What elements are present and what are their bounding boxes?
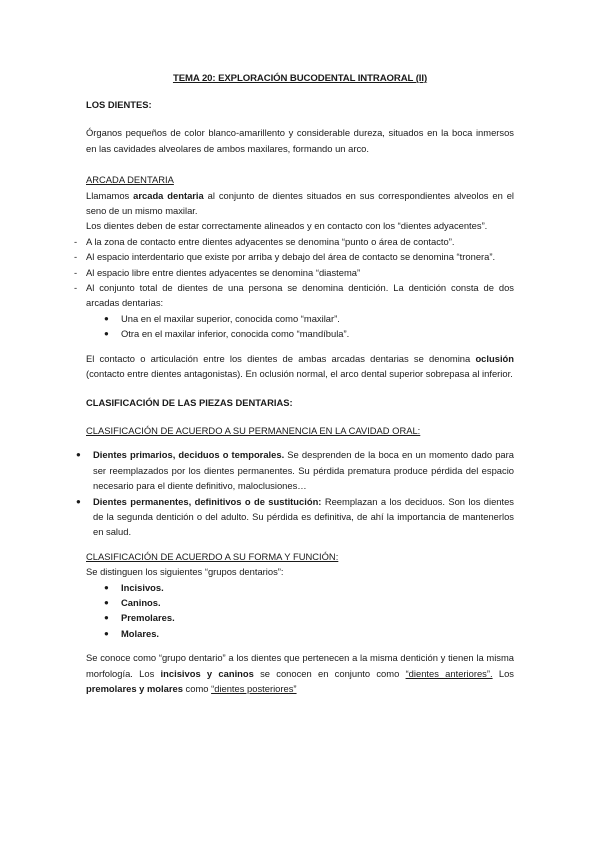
bullet-icon: ● — [104, 628, 109, 638]
los-dientes-text: Órganos pequeños de color blanco-amarillento y considerable dureza, situados en la boca inmersos en las cavidades alveolares de ambos maxilares, formando un arco. — [86, 127, 514, 154]
document-title: TEMA 20: EXPLORACIÓN BUCODENTAL INTRAORAL (II) — [172, 73, 428, 84]
dash-marker: - — [74, 235, 78, 247]
clasificacion-heading: CLASIFICACIÓN DE LAS PIEZAS DENTARIAS: — [86, 396, 293, 408]
list-item: - Al espacio interdentario que existe por arriba y debajo del área de contacto se denomina “tronera”. — [86, 249, 514, 264]
permanencia-heading: CLASIFICACIÓN DE ACUERDO A SU PERMANENCIA EN LA CAVIDAD ORAL: — [86, 424, 421, 436]
list-item: - Al conjunto total de dientes de una persona se denomina dentición. La dentición consta de dos arcadas dentarias: — [74, 282, 514, 309]
list-item: ● Caninos. — [86, 595, 514, 610]
bullet-icon: ● — [104, 597, 109, 607]
oclusion-paragraph: El contacto o articulación entre los dientes de ambas arcadas dentarias se denomina oclusión (contacto entre dientes antagonistas). En oclusión normal, el arco dental superior sobrepasa al inferior. — [86, 352, 514, 380]
list-item: ● Dientes permanentes, definitivos o de sustitución: Reemplazan a los deciduos. Son los dientes de la segunda dentición o del adulto. Su pérdida es definitiva, de ahí la importancia de mantenerlos en salud. — [76, 495, 514, 538]
bullet-icon: ● — [104, 329, 109, 339]
list-item: ● Dientes primarios, deciduos o temporales. Se desprenden de la boca en un momento dado para ser reemplazados por los dientes permanentes. Su pérdida prematura produce pérdida del espacio necesario para el diente definitivo, maloclusiones… — [76, 449, 514, 492]
dash-marker: - — [74, 266, 78, 278]
list-item: - Al espacio libre entre dientes adyacentes se denomina “diastema” — [86, 265, 514, 280]
dash-marker: - — [74, 282, 78, 294]
bullet-icon: ● — [76, 450, 81, 460]
list-item: ● Premolares. — [86, 610, 514, 625]
bullet-icon: ● — [104, 613, 109, 623]
los-dientes-heading: LOS DIENTES: — [86, 99, 152, 110]
arcada-paragraph-2: Los dientes deben de estar correctamente alineados y en contacto con los “dientes adyacentes”. — [86, 220, 488, 232]
sub-list-item: ● Otra en el maxilar inferior, conocida como “mandíbula”. — [86, 326, 514, 341]
grupos-intro: Se distinguen los siguientes “grupos dentarios”: — [86, 566, 284, 578]
list-item: - A la zona de contacto entre dientes adyacentes se denomina “punto o área de contacto”. — [86, 234, 514, 249]
document-body — [74, 97, 515, 696]
arcada-paragraph-1: Llamamos arcada dentaria al conjunto de dientes situados en sus correspondientes alveolos en el seno de un mismo maxilar. — [86, 189, 515, 217]
bullet-icon: ● — [104, 313, 109, 323]
list-item: ● Incisivos. — [86, 580, 514, 595]
arcada-heading: ARCADA DENTARIA — [86, 174, 174, 186]
grupo-dentario-paragraph: Se conoce como “grupo dentario” a los dientes que pertenecen a la misma dentición y tienen la misma morfología. Los incisivos y caninos se conocen en conjunto como “dientes anteriores”. Los premolares y molares como “dientes posteriores” — [86, 652, 514, 694]
bullet-icon: ● — [76, 496, 81, 506]
sub-list-item: ● Una en el maxilar superior, conocida como “maxilar”. — [86, 311, 514, 326]
dash-marker: - — [74, 251, 78, 263]
bullet-icon: ● — [104, 582, 109, 592]
list-item: ● Molares. — [86, 626, 514, 641]
forma-heading: CLASIFICACIÓN DE ACUERDO A SU FORMA Y FUNCIÓN: — [86, 550, 339, 562]
